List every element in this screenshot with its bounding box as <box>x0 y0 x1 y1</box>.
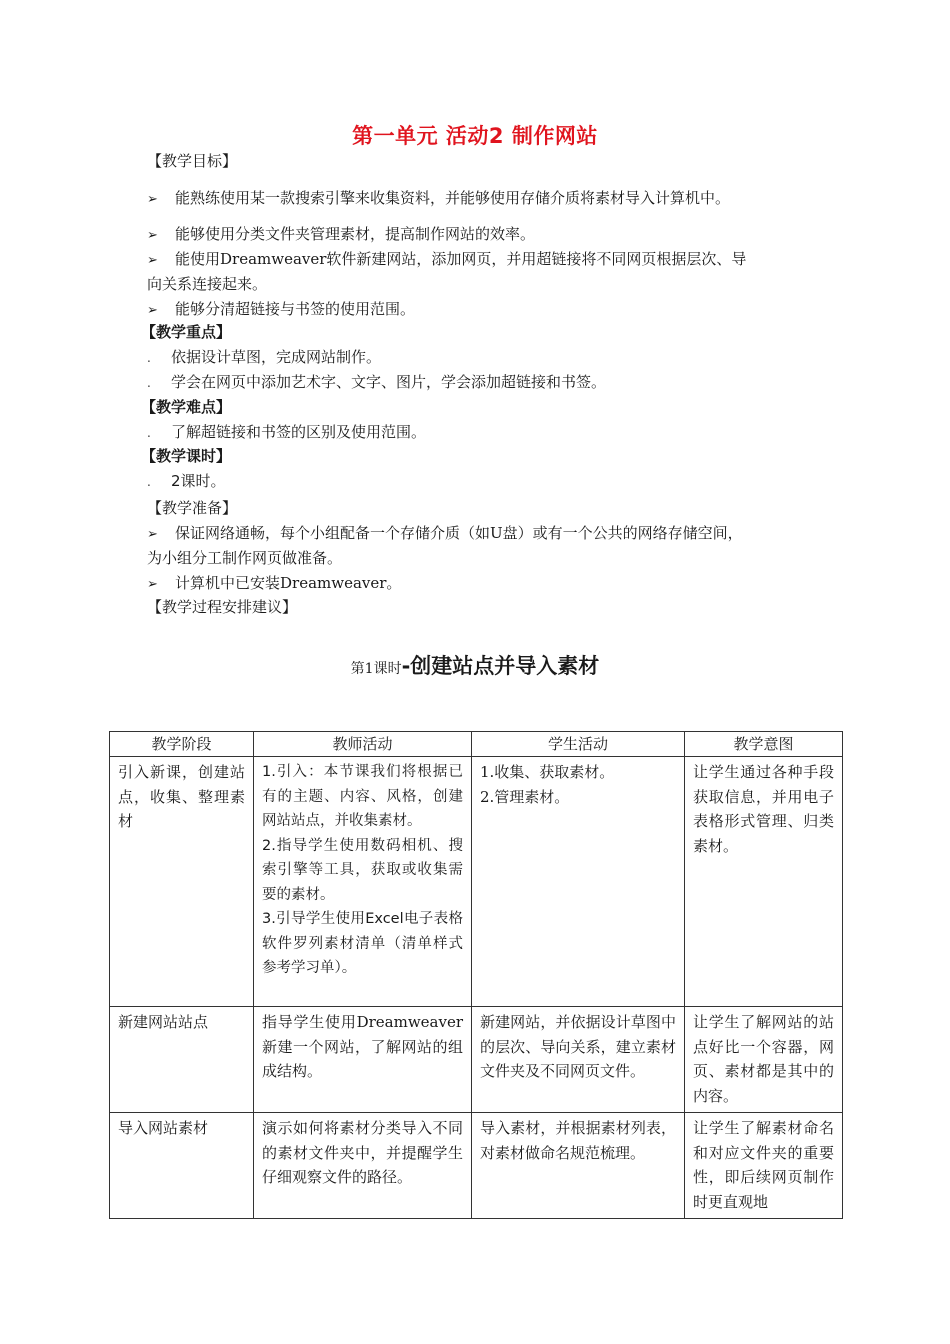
teacher-activity-cell <box>254 757 472 1007</box>
objective-item <box>147 186 730 212</box>
hours-item <box>147 469 226 494</box>
column-header-intent: 教学意图 <box>685 732 843 757</box>
student-activity-cell <box>472 1113 685 1219</box>
process-heading: 【教学过程安排建议】 <box>147 598 298 616</box>
difficulty-text: 了解超链接和书签的区别及使用范围。 <box>171 423 427 441</box>
teacher-activity-cell <box>254 1007 472 1113</box>
arrow-bullet-icon: ➢ <box>147 577 158 592</box>
intent-cell: 让学生了解素材命名和对应文件夹的重要性，即后续网页制作时更直观地 <box>685 1113 843 1219</box>
difficulty-item <box>147 420 426 445</box>
dot-bullet-icon: . <box>147 475 151 489</box>
arrow-bullet-icon: ➢ <box>147 527 158 542</box>
table-row <box>110 757 843 1007</box>
teacher-activity-line: 1.引入：本节课我们将根据已有的主题、内容、风格，创建网站站点，并收集素材。 <box>262 764 463 829</box>
objective-item <box>147 222 535 248</box>
document-title: 第一单元 活动2 制作网站 <box>352 124 598 148</box>
difficulty-heading: 【教学难点】 <box>141 398 232 416</box>
objective-continuation: 向关系连接起来。 <box>147 275 268 293</box>
student-activity-line: 1.收集、获取素材。 <box>480 763 615 781</box>
stage-cell: 导入网站素材 <box>110 1113 254 1219</box>
teacher-activity-line: 演示如何将素材分类导入不同的素材文件夹中，并提醒学生仔细观察文件的路径。 <box>262 1119 463 1186</box>
key-points-heading: 【教学重点】 <box>141 323 232 341</box>
lesson-plan-table <box>109 731 843 1219</box>
key-point-item <box>147 370 606 395</box>
teacher-activity-cell <box>254 1113 472 1219</box>
objective-item <box>147 247 746 273</box>
objectives-heading: 【教学目标】 <box>147 152 238 170</box>
preparation-continuation: 为小组分工制作网页做准备。 <box>147 549 343 567</box>
table-row <box>110 1007 843 1113</box>
student-activity-line: 新建网站，并依据设计草图中的层次、导向关系，建立素材文件夹及不同网页文件。 <box>480 1013 676 1080</box>
table-row <box>110 1113 843 1219</box>
dot-bullet-icon: . <box>147 351 151 365</box>
key-point-text: 依据设计草图，完成网站制作。 <box>171 348 382 366</box>
arrow-bullet-icon: ➢ <box>147 192 158 207</box>
key-point-text: 学会在网页中添加艺术字、文字、图片，学会添加超链接和书签。 <box>171 373 607 391</box>
stage-cell: 引入新课，创建站点，收集、整理素材 <box>110 757 254 1007</box>
table-header-row <box>110 732 843 757</box>
teacher-activity-line: 3.引导学生使用Excel电子表格软件罗列素材清单（清单样式参考学习单）。 <box>262 911 463 976</box>
dot-bullet-icon: . <box>147 376 151 390</box>
dot-bullet-icon: . <box>147 426 151 440</box>
lesson-title: -创建站点并导入素材 <box>401 654 600 678</box>
column-header-student: 学生活动 <box>472 732 685 757</box>
column-header-teacher: 教师活动 <box>254 732 472 757</box>
student-activity-cell <box>472 757 685 1007</box>
stage-cell: 新建网站站点 <box>110 1007 254 1113</box>
arrow-bullet-icon: ➢ <box>147 253 158 268</box>
teacher-activity-line: 指导学生使用Dreamweaver新建一个网站，了解网站的组成结构。 <box>262 1013 463 1080</box>
teacher-activity-line: 2.指导学生使用数码相机、搜索引擎等工具，获取或收集需要的素材。 <box>262 837 463 903</box>
arrow-bullet-icon: ➢ <box>147 228 158 243</box>
arrow-bullet-icon: ➢ <box>147 303 158 318</box>
student-activity-cell <box>472 1007 685 1113</box>
key-point-item <box>147 345 381 370</box>
student-activity-line: 2.管理素材。 <box>480 787 570 806</box>
objective-text: 能熟练使用某一款搜索引擎来收集资料，并能够使用存储介质将素材导入计算机中。 <box>175 189 731 207</box>
intent-cell: 让学生了解网站的站点好比一个容器，网页、素材都是其中的内容。 <box>685 1007 843 1113</box>
preparation-text: 保证网络通畅，每个小组配备一个存储介质（如U盘）或有一个公共的网络存储空间， <box>175 524 743 542</box>
preparation-text: 计算机中已安装Dreamweaver。 <box>175 574 402 592</box>
objective-text: 能使用Dreamweaver软件新建网站，添加网页，并用超链接将不同网页根据层次、导 <box>175 250 747 268</box>
student-activity-line: 导入素材，并根据素材列表，对素材做命名规范梳理。 <box>480 1119 676 1162</box>
objective-text: 能够使用分类文件夹管理素材，提高制作网站的效率。 <box>175 225 536 243</box>
hours-text: 2课时。 <box>171 472 226 490</box>
lesson-subtitle <box>0 650 950 680</box>
preparation-item <box>147 571 401 597</box>
intent-cell: 让学生通过各种手段获取信息，并用电子表格形式管理、归类素材。 <box>685 757 843 1007</box>
hours-heading: 【教学课时】 <box>141 447 232 465</box>
preparation-heading: 【教学准备】 <box>147 499 238 517</box>
objective-text: 能够分清超链接与书签的使用范围。 <box>175 300 416 318</box>
column-header-stage: 教学阶段 <box>110 732 254 757</box>
preparation-item <box>147 521 743 547</box>
lesson-number: 第1课时 <box>350 661 402 677</box>
